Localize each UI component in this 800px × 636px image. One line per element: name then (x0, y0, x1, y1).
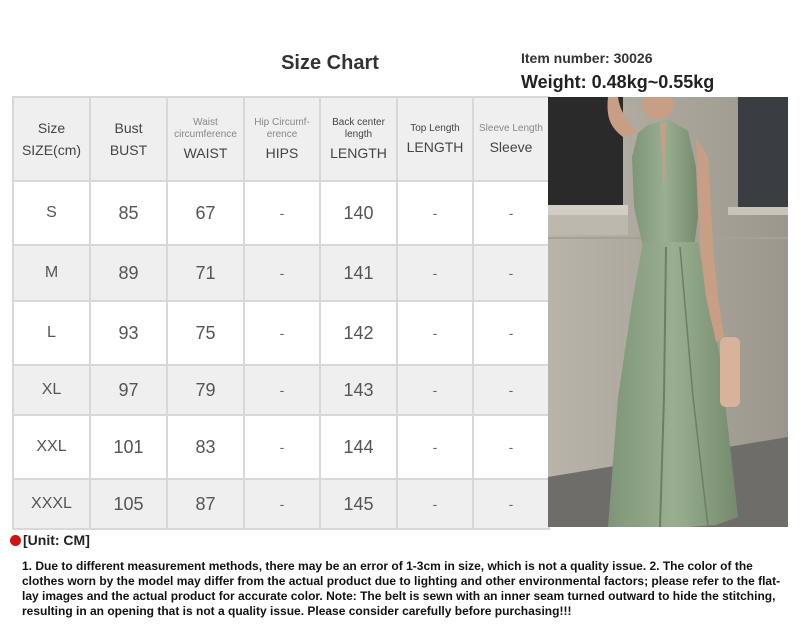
size-cell: XXL (13, 415, 90, 479)
waist-cell: 75 (167, 301, 244, 365)
table-row (13, 479, 549, 529)
table-row (13, 365, 549, 415)
size-cell: L (13, 301, 90, 365)
unit-label (10, 532, 90, 548)
waist-cell: 83 (167, 415, 244, 479)
hips-cell: - (244, 415, 320, 479)
bust-cell: 93 (90, 301, 167, 365)
header-top-length: Top Length LENGTH (397, 97, 473, 181)
top-length-cell: - (397, 301, 473, 365)
waist-cell: 67 (167, 181, 244, 245)
length-cell: 145 (320, 479, 397, 529)
size-cell: M (13, 245, 90, 301)
waist-cell: 87 (167, 479, 244, 529)
size-chart-title: Size Chart (281, 52, 379, 74)
sleeve-cell: - (473, 365, 549, 415)
hips-cell: - (244, 479, 320, 529)
top-length-cell: - (397, 245, 473, 301)
top-length-cell: - (397, 365, 473, 415)
waist-cell: 79 (167, 365, 244, 415)
size-cell: XL (13, 365, 90, 415)
hips-cell: - (244, 181, 320, 245)
bust-cell: 97 (90, 365, 167, 415)
header-sleeve: Sleeve Length Sleeve (473, 97, 549, 181)
weight-info: Weight: 0.48kg~0.55kg (521, 72, 715, 92)
header-waist: Waist circumference WAIST (167, 97, 244, 181)
bust-cell: 85 (90, 181, 167, 245)
model-photo (548, 97, 788, 527)
sleeve-cell: - (473, 181, 549, 245)
size-cell: XXXL (13, 479, 90, 529)
length-cell: 142 (320, 301, 397, 365)
item-number: Item number: 30026 (521, 50, 653, 66)
length-cell: 143 (320, 365, 397, 415)
table-row (13, 245, 549, 301)
hips-cell: - (244, 301, 320, 365)
length-cell: 140 (320, 181, 397, 245)
header-length: Back center length LENGTH (320, 97, 397, 181)
size-cell: S (13, 181, 90, 245)
hips-cell: - (244, 365, 320, 415)
table-row (13, 181, 549, 245)
bust-cell: 89 (90, 245, 167, 301)
table-header-row (13, 97, 549, 181)
disclaimer-note: 1. Due to different measurement methods, there may be an error of 1-3cm in size, which is not a quality issue. 2. The color of the clothes worn by the model may differ from the actual product due to lighting and other environmental factors; please refer to the flat-lay images and the actual product for accurate color. Note: The belt is sewn with an inner seam turned outward to hide the stitching, resulting in an opening that is not a quality issue. Please consider carefully before purchasing!!! (22, 559, 781, 618)
top-length-cell: - (397, 479, 473, 529)
top-length-cell: - (397, 181, 473, 245)
bust-cell: 105 (90, 479, 167, 529)
table-row (13, 301, 549, 365)
sleeve-cell: - (473, 245, 549, 301)
bust-cell: 101 (90, 415, 167, 479)
sleeve-cell: - (473, 301, 549, 365)
length-cell: 141 (320, 245, 397, 301)
size-table (12, 96, 550, 530)
table-row (13, 415, 549, 479)
top-length-cell: - (397, 415, 473, 479)
unit-text: [Unit: CM] (23, 532, 90, 548)
hips-cell: - (244, 245, 320, 301)
sleeve-cell: - (473, 479, 549, 529)
sleeve-cell: - (473, 415, 549, 479)
red-dot-icon (10, 535, 21, 546)
header-bust: Bust BUST (90, 97, 167, 181)
waist-cell: 71 (167, 245, 244, 301)
header-size: Size SIZE(cm) (13, 97, 90, 181)
length-cell: 144 (320, 415, 397, 479)
header-hips: Hip Circumf- erence HIPS (244, 97, 320, 181)
model-wearing-jumpsuit-image (548, 97, 788, 527)
